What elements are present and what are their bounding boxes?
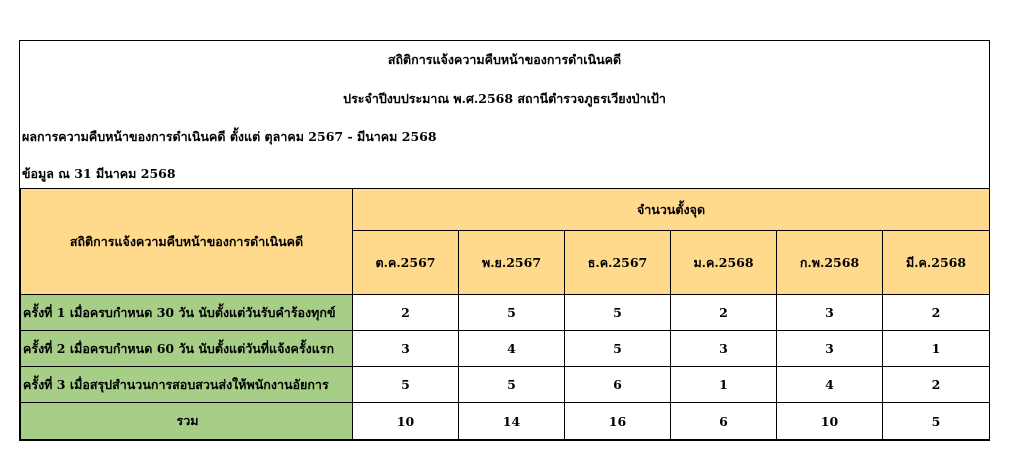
table-cell: 5: [459, 295, 565, 331]
report-subtitle: ประจำปีงบประมาณ พ.ศ.2568 สถานีตำรวจภูธรเวียงป่าเป้า: [343, 91, 666, 106]
total-cell: 16: [565, 403, 671, 440]
table-cell: 5: [565, 331, 671, 367]
month-header-jan: ม.ค.2568: [671, 231, 777, 295]
total-cell: 10: [777, 403, 883, 440]
group-header-cell: จำนวนตั้งจุด: [353, 189, 990, 231]
month-header-oct: ต.ค.2567: [353, 231, 459, 295]
report-sheet: [19, 40, 990, 441]
table-cell: 5: [353, 367, 459, 403]
month-header-dec: ธ.ค.2567: [565, 231, 671, 295]
table-row: [21, 295, 990, 331]
table-cell: 6: [565, 367, 671, 403]
total-cell: 14: [459, 403, 565, 440]
row-label: ครั้งที่ 1 เมื่อครบกำหนด 30 วัน นับตั้งแต่วันรับคำร้องทุกข์: [21, 295, 353, 331]
month-header-nov: พ.ย.2567: [459, 231, 565, 295]
month-header-mar: มี.ค.2568: [883, 231, 990, 295]
month-header-feb: ก.พ.2568: [777, 231, 883, 295]
table-cell: 2: [671, 295, 777, 331]
table-cell: 2: [883, 295, 990, 331]
total-cell: 10: [353, 403, 459, 440]
table-cell: 2: [353, 295, 459, 331]
total-cell: 5: [883, 403, 990, 440]
table-group-header-row: [21, 189, 990, 231]
row-label: ครั้งที่ 3 เมื่อสรุปสำนวนการสอบสวนส่งให้พนักงานอัยการ: [21, 367, 353, 403]
total-row-label: รวม: [21, 403, 353, 440]
report-as-of-date: ข้อมูล ณ 31 มีนาคม 2568: [22, 166, 176, 181]
total-cell: 6: [671, 403, 777, 440]
report-title: สถิติการแจ้งความคืบหน้าของการดำเนินคดี: [387, 52, 622, 67]
table-total-row: [21, 403, 990, 440]
table-row: [21, 367, 990, 403]
table-cell: 5: [565, 295, 671, 331]
report-period: ผลการความคืบหน้าของการดำเนินคดี ตั้งแต่ ตุลาคม 2567 - มีนาคม 2568: [22, 129, 437, 144]
table-cell: 2: [883, 367, 990, 403]
table-cell: 3: [353, 331, 459, 367]
table-row: [21, 331, 990, 367]
row-label: ครั้งที่ 2 เมื่อครบกำหนด 60 วัน นับตั้งแต่วันที่แจ้งครั้งแรก: [21, 331, 353, 367]
table-cell: 4: [459, 331, 565, 367]
table-cell: 5: [459, 367, 565, 403]
table-cell: 3: [671, 331, 777, 367]
table-cell: 1: [671, 367, 777, 403]
table-cell: 1: [883, 331, 990, 367]
row-header-cell: สถิติการแจ้งความคืบหน้าของการดำเนินคดี: [21, 189, 353, 295]
table-cell: 4: [777, 367, 883, 403]
table-cell: 3: [777, 331, 883, 367]
table-cell: 3: [777, 295, 883, 331]
statistics-table: [20, 188, 990, 440]
